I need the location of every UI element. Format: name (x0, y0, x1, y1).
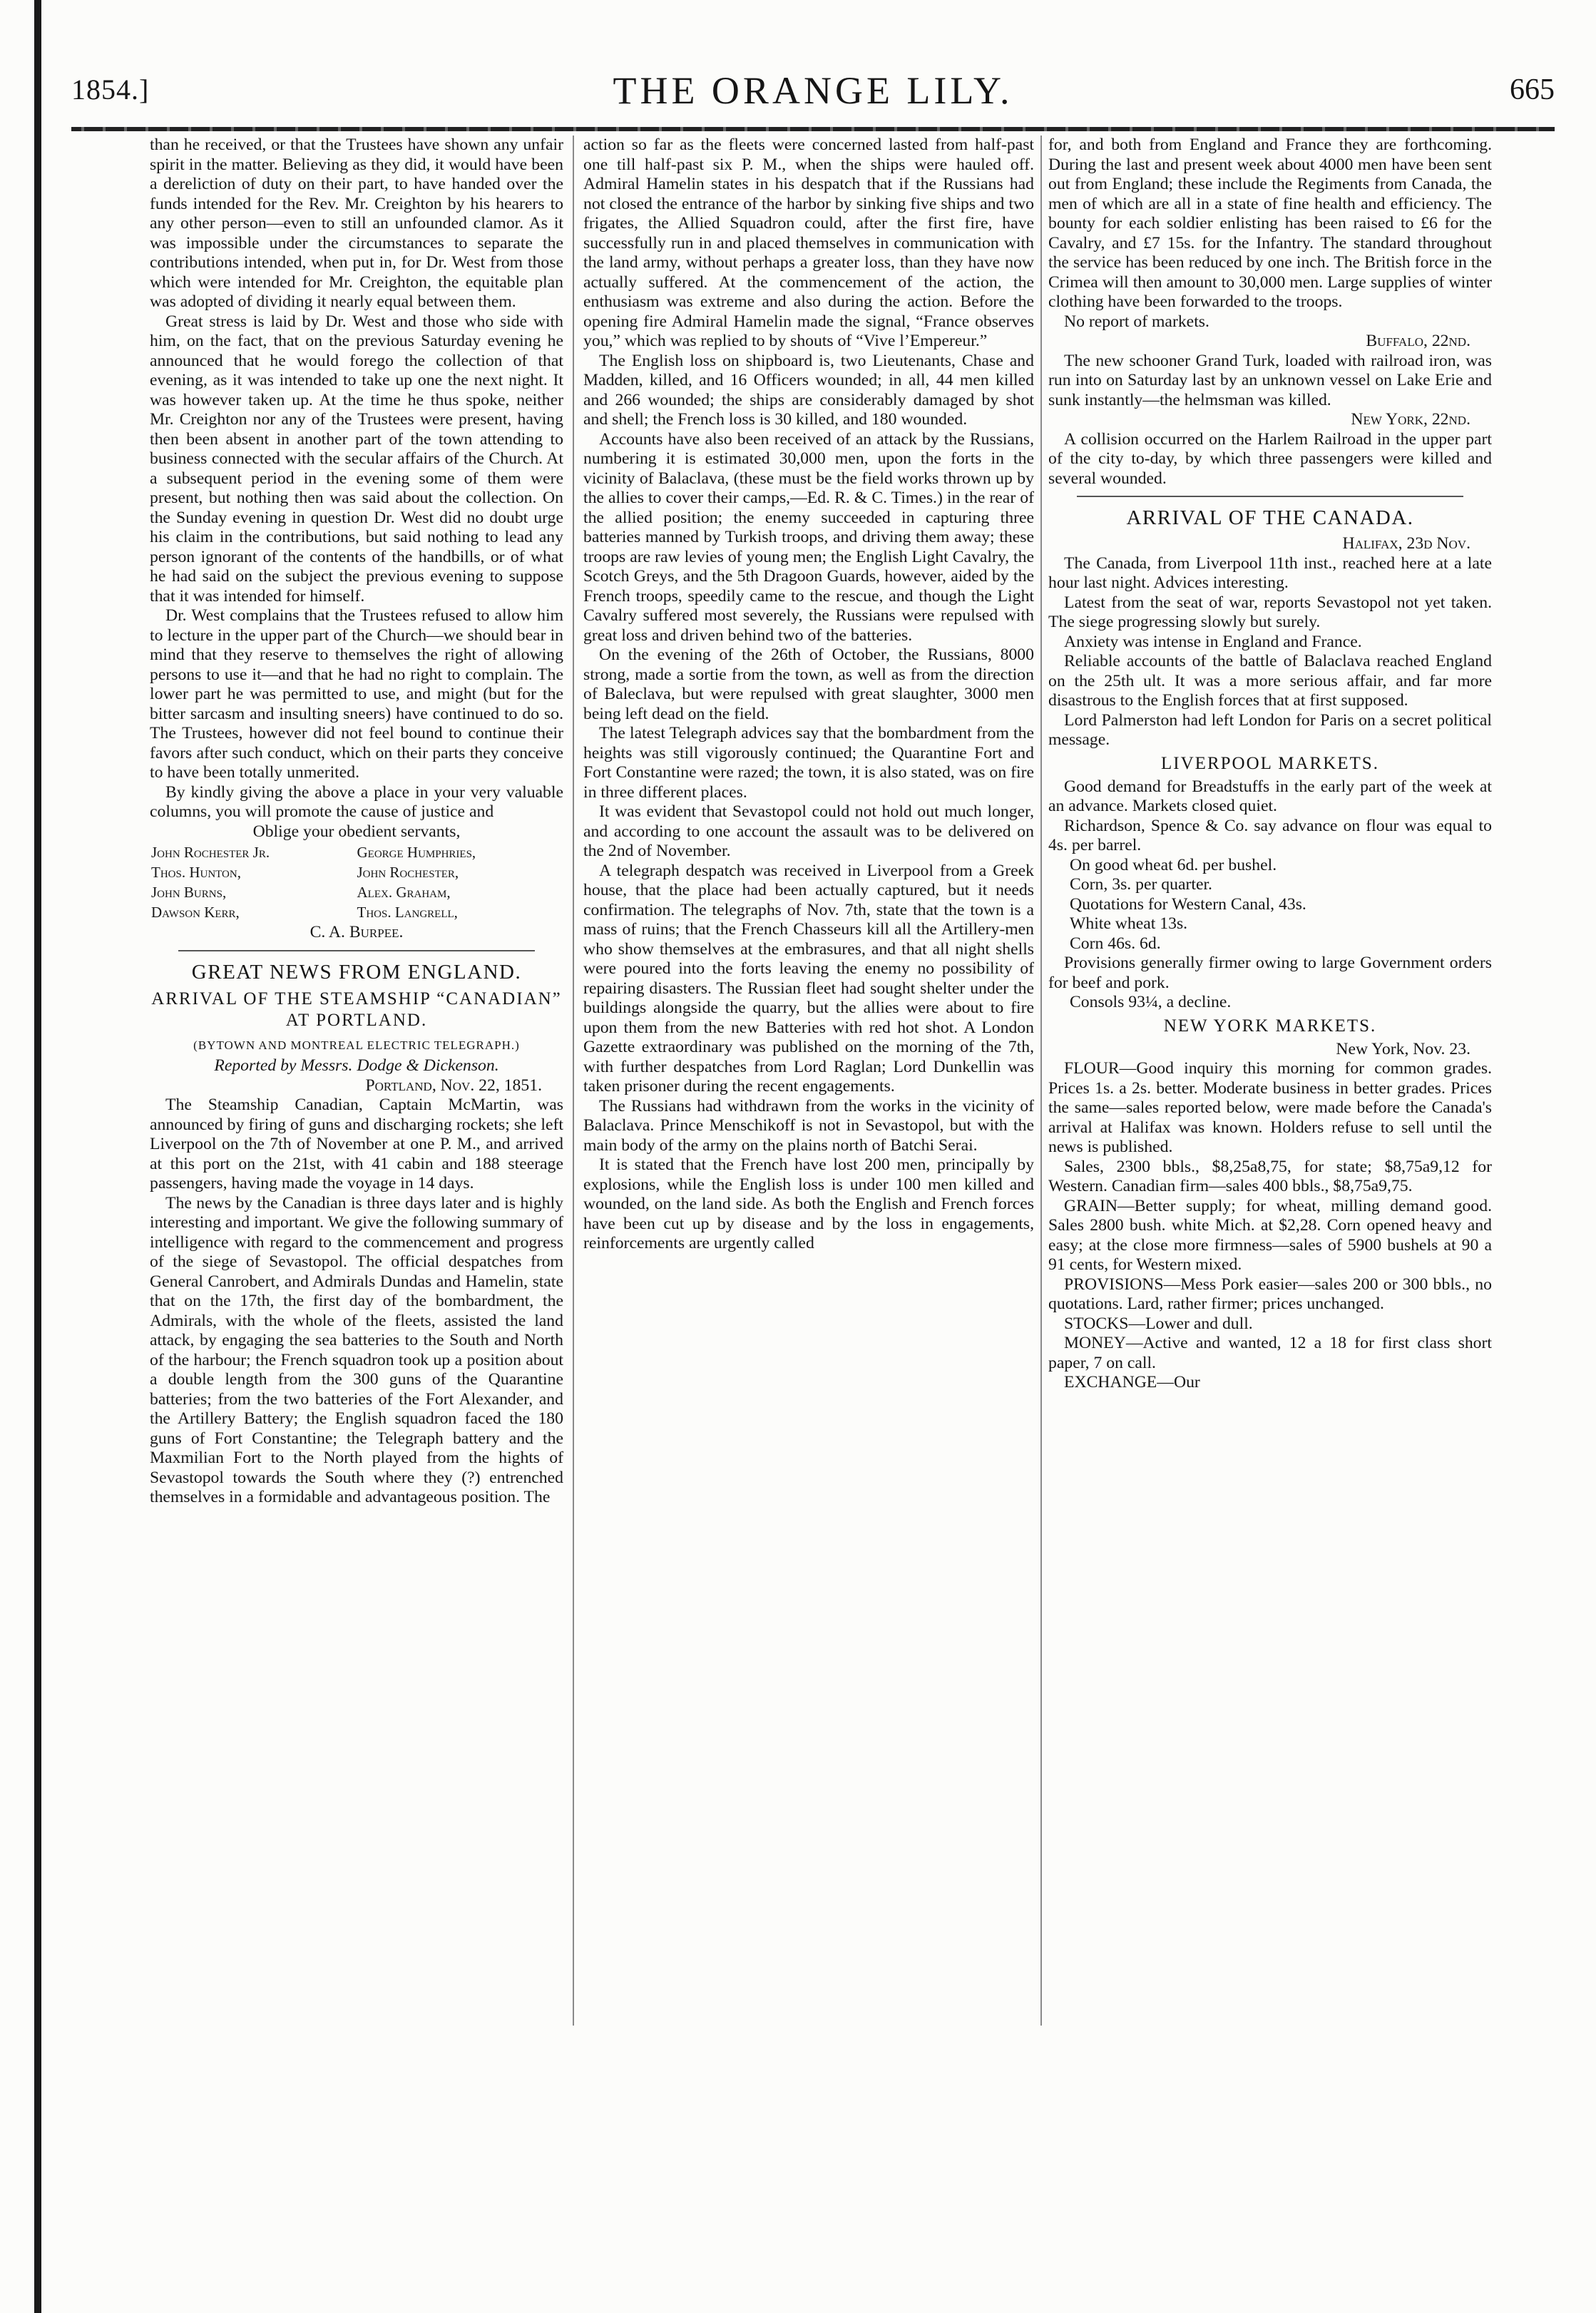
c3-paragraph: The new schooner Grand Turk, loaded with railroad iron, was run into on Saturday last by an unknown vessel on Lake Erie and sunk instantly—the helmsman was killed. (1048, 351, 1492, 409)
c2-paragraph: The English loss on shipboard is, two Lieutenants, Chase and Madden, killed, and 16 Officers wounded; in all, 44 men killed and 266 wounded; the ships are considerably damaged by shot and shell; the French loss is 30 killed, and 180 wounded. (583, 351, 1034, 429)
c1-paragraph: By kindly giving the above a place in your very valuable columns, you will promote the cause of justice and (150, 782, 563, 821)
c3-paragraph: Good demand for Breadstuffs in the early part of the week at an advance. Markets closed quiet. (1048, 777, 1492, 815)
masthead-title: THE ORANGE LILY. (613, 69, 1013, 112)
column-3 (1048, 136, 1492, 2026)
signatory: Thos. Hunton, (151, 864, 241, 881)
signatory: Alex. Graham, (357, 884, 451, 901)
section-divider (1077, 496, 1463, 497)
page-header (71, 63, 1555, 127)
signatory: John Burns, (151, 884, 227, 901)
c3-paragraph: Provisions generally firmer owing to large Government orders for beef and pork. (1048, 954, 1492, 992)
c1-paragraph: The news by the Canadian is three days later and is highly interesting and important. We give the following summary of intelligence with regard to the commencement and progress of the siege of Sevastopol. The official despatches from General Canrobert, and Admirals Dundas and Hamelin, state that on the 17th, the first day of the bombardment, the Admirals, with the whole of the fleets, assisted the land attack, by engaging the sea batteries to the South and North of the harbour; the French squadron took up a position about a double length from the 300 guns of the Quarantine batteries; from the two batteries of the Fort Alexander, and the Artillery Battery; the English squadron faced the 180 guns of Fort Constantine; the Telegraph battery and the Maxmilian Fort to the North played from the hights of Sevastopol towards the South where they (?) entrenched themselves in a formidable and advantageous position. The (150, 1193, 563, 1506)
column-2 (583, 136, 1034, 2026)
c3-paragraph: Latest from the seat of war, reports Sevastopol not yet taken. The siege progressing slowly but surely. (1048, 593, 1492, 631)
header-year: 1854.] (71, 73, 150, 106)
c2-paragraph: On the evening of the 26th of October, the Russians, 8000 strong, made a sortie from the town, as well as from the direction of Baleclava, but were repulsed with great slaughter, 3000 men being left dead on the field. (583, 645, 1034, 723)
signatory-row (151, 883, 562, 902)
column-separator (573, 136, 574, 2026)
signatory-row (151, 843, 562, 862)
column-1 (150, 136, 563, 2026)
market-line: Corn, 3s. per quarter. (1070, 875, 1212, 894)
c3-paragraph: EXCHANGE—Our (1064, 1373, 1200, 1392)
signatory: Dawson Kerr, (151, 904, 240, 921)
c3-paragraph: Lord Palmerston had left London for Paris on a secret political message. (1048, 710, 1492, 749)
market-line: Quotations for Western Canal, 43s. (1070, 894, 1306, 914)
c3-paragraph: MONEY—Active and wanted, 12 a 18 for first class short paper, 7 on call. (1048, 1334, 1492, 1372)
signatories-table (150, 842, 563, 923)
headline-great-news: GREAT NEWS FROM ENGLAND. (191, 960, 522, 984)
c2-paragraph: The Russians had withdrawn from the works in the vicinity of Balaclava. Prince Menschikoff is not in Sevastopol, but with the main body of the army on the plains north of Batchi Serai. (583, 1096, 1034, 1155)
c3-paragraph: Anxiety was intense in England and France. (1064, 632, 1362, 651)
headline-arrival-canadian: ARRIVAL OF THE STEAMSHIP “CANADIAN” AT PORTLAND. (151, 989, 562, 1030)
dateline-halifax: Halifax, 23d Nov. (1342, 534, 1470, 553)
headline-new-york-markets: NEW YORK MARKETS. (1163, 1016, 1377, 1036)
signatory-row (151, 863, 562, 882)
page-number: 665 (1510, 73, 1555, 106)
section-divider (178, 950, 535, 951)
c3-paragraph: STOCKS—Lower and dull. (1064, 1314, 1253, 1333)
c2-paragraph: The latest Telegraph advices say that the bombardment from the heights was still vigorously continued; the Quarantine Fort and Fort Constantine were razed; the town, it is also stated, was on fire in three different places. (583, 724, 1034, 802)
last-signatory: C. A. Burpee. (310, 923, 404, 941)
consols-line: Consols 93¼, a decline. (1070, 993, 1232, 1011)
dateline-portland: Portland, Nov. 22, 1851. (365, 1076, 542, 1095)
dateline-new-york: New York, 22nd. (1351, 410, 1470, 429)
headline-liverpool-markets: LIVERPOOL MARKETS. (1161, 753, 1379, 773)
dateline-buffalo: Buffalo, 22nd. (1366, 332, 1470, 350)
c2-paragraph: A telegraph despatch was received in Liverpool from a Greek house, that the place had been actually captured, but it needs confirmation. The telegraphs of Nov. 7th, state that the town is a mass of ruins; that the French Chasseurs kill all the Artillery-men who show themselves at the embrasures, and that all night shells were poured into the forts leaving the enemy no possibility of repairing disasters. The Russian fleet had sought shelter under the buildings alongside the quarry, but the allies were about to fire upon them from the new Batteries with red hot shot. A London Gazette extraordinary was published on the morning of the 7th, with further despatches from Lord Raglan; Lord Dunkellin was taken prisoner during the recent engagements. (583, 861, 1034, 1096)
c3-paragraph: PROVISIONS—Mess Pork easier—sales 200 or 300 bbls., no quotations. Lard, rather firmer; prices unchanged. (1048, 1275, 1492, 1313)
headline-arrival-canada: ARRIVAL OF THE CANADA. (1126, 506, 1414, 529)
header-rule (71, 127, 1555, 131)
c3-paragraph: The Canada, from Liverpool 11th inst., reached here at a late hour last night. Advices interesting. (1048, 553, 1492, 592)
signatory-row (151, 903, 562, 921)
c1-paragraph: than he received, or that the Trustees have shown any unfair spirit in the matter. Believing as they did, it would have been a dereliction of duty on their part, to have handed over the funds intended for the Rev. Mr. Creighton by his hearers to any other person—even to still an unfounded clamor. As it was impossible under the circumstances to separate the contributions intended, when put in, for Dr. West from those which were intended for Mr. Creighton, the equitable plan was adopted of dividing it nearly equal between them. (150, 136, 563, 311)
market-line: On good wheat 6d. per bushel. (1070, 855, 1277, 874)
c2-paragraph: Accounts have also been received of an attack by the Russians, numbering it is estimated 30,000 men, upon the forts in the vicinity of Balaclava, (these must be the field works thrown up by the allies to cover their camps,—Ed. R. & C. Times.) in the rear of the allied position; the enemy succeeded in capturing three batteries manned by Turkish troops, and driving them away; these troops are raw levies of young men; the English Light Cavalry, the Scotch Greys, and the 5th Dragoon Guards, however, aided by the French troops, speedily came to the rescue, and though the Light Cavalry suffered most severely, the Russians were repulsed with great loss and driven behind two of the batteries. (583, 429, 1034, 645)
c3-paragraph: Sales, 2300 bbls., $8,25a8,75, for state; $8,75a9,12 for Western. Canadian firm—sales 400 bbls., $8,75a9,75. (1048, 1157, 1492, 1195)
c3-paragraph: GRAIN—Better supply; for wheat, milling demand good. Sales 2800 bush. white Mich. at $2,28. Corn opened heavy and easy; at the close more firmness—sales of 5900 bushels at 90 a 91 cents, for Western mixed. (1048, 1196, 1492, 1274)
signatory: George Humphries, (357, 844, 476, 861)
c3-paragraph: FLOUR—Good inquiry this morning for common grades. Prices 1s. a 2s. better. Moderate business in better grades. Prices the same—sales reported below, were made before the Canada's arrival at Halifax was known. Holders refuse to sell until the news is published. (1048, 1059, 1492, 1156)
c1-paragraph: Dr. West complains that the Trustees refused to allow him to lecture in the upper part of the Church—we should bear in mind that they reserve to themselves the right of allowing persons to use it—and that he had no right to complain. The lower part he was permitted to use, and might (but for the bitter sarcasm and insulting sneers) have continued to do so. The Trustees, however did not feel bound to continue their favors after such conduct, which on their parts they conceive to have been totally unmerited. (150, 606, 563, 782)
c2-paragraph: action so far as the fleets were concerned lasted from half-past one till half-past six P. M., when the ships were hauled off. Admiral Hamelin states in his despatch that if the Russians had not closed the entrance of the harbor by sinking five ships and two frigates, the Allied Squadron could, after the first fire, have successfully run in and placed themselves in communication with the land army, without perhaps a greater loss, than they have now actually suffered. At the commencement of the action, the enthusiasm was extreme and also during the action. Before the opening fire Admiral Hamelin made the signal, “France observes you,” which was replied to by shouts of “Vive l’Empereur.” (583, 136, 1034, 350)
binding-edge (34, 0, 41, 2313)
c1-paragraph: Great stress is laid by Dr. West and those who side with him, on the fact, that on the previous Saturday evening he announced that he would forego the collection of that evening, as it was intended to take up one the next night. It was however taken up. At the time he thus spoke, neither Mr. Creighton nor any of the Trustees were present, having then been absent in another part of the town attending to business connected with the secular affairs of the Church. At a subsequent period in the evening some of them were present, but nothing then was said about the collection. On the Sunday evening in question Dr. West did no doubt urge his claim in the contributions, but said nothing to lead any person ignorant of the contents of the handbills, or of what he had said on the subject the previous evening to suppose that it was intended for himself. (150, 312, 563, 606)
signatory: John Rochester Jr. (151, 844, 270, 861)
signatory: John Rochester, (357, 864, 459, 881)
telegraph-line: (BYTOWN AND MONTREAL ELECTRIC TELEGRAPH.) (193, 1038, 520, 1052)
c3-paragraph: No report of markets. (1064, 312, 1209, 331)
column-separator (1040, 136, 1042, 2026)
closing-line: Oblige your obedient servants, (252, 822, 461, 841)
dateline-new-york-nov: New York, Nov. 23. (1336, 1039, 1470, 1058)
c3-paragraph: A collision occurred on the Harlem Railroad in the upper part of the city to-day, by which three passengers were killed and several wounded. (1048, 429, 1492, 488)
reported-by: Reported by Messrs. Dodge & Dickenson. (214, 1056, 499, 1075)
signatory: Thos. Langrell, (357, 904, 458, 921)
c1-paragraph: The Steamship Canadian, Captain McMartin, was announced by firing of guns and discharging rockets; she left Liverpool on the 7th of November at one P. M., and arrived at this port on the 21st, with 41 cabin and 188 steerage passengers, having made the voyage in 14 days. (150, 1096, 563, 1193)
c2-paragraph: It is stated that the French have lost 200 men, principally by explosions, while the English loss is under 100 men killed and wounded, on the land side. As both the English and French forces have been cut up by disease and by the loss in engagements, reinforcements are urgently called (583, 1155, 1034, 1252)
c3-paragraph: for, and both from England and France they are forthcoming. During the last and present week about 4000 men have been sent out from England; these include the Regiments from Canada, the men of which are all in a state of fine health and efficiency. The bounty for each soldier enlisting has been raised to £6 for the Cavalry, and £7 15s. for the Infantry. The standard throughout the service has been reduced by one inch. The British force in the Crimea will then amount to 30,000 men. Large supplies of winter clothing have been forwarded to the troops. (1048, 136, 1492, 311)
c3-paragraph: Richardson, Spence & Co. say advance on flour was equal to 4s. per barrel. (1048, 816, 1492, 854)
c2-paragraph: It was evident that Sevastopol could not hold out much longer, and according to one account the assault was to be delivered on the 2nd of November. (583, 802, 1034, 860)
c3-paragraph: Reliable accounts of the battle of Balaclava reached England on the 25th ult. It was a more serious affair, and far more disastrous to the English forces that at first supposed. (1048, 652, 1492, 710)
market-line: White wheat 13s. (1070, 914, 1188, 933)
market-line: Corn 46s. 6d. (1070, 934, 1161, 953)
